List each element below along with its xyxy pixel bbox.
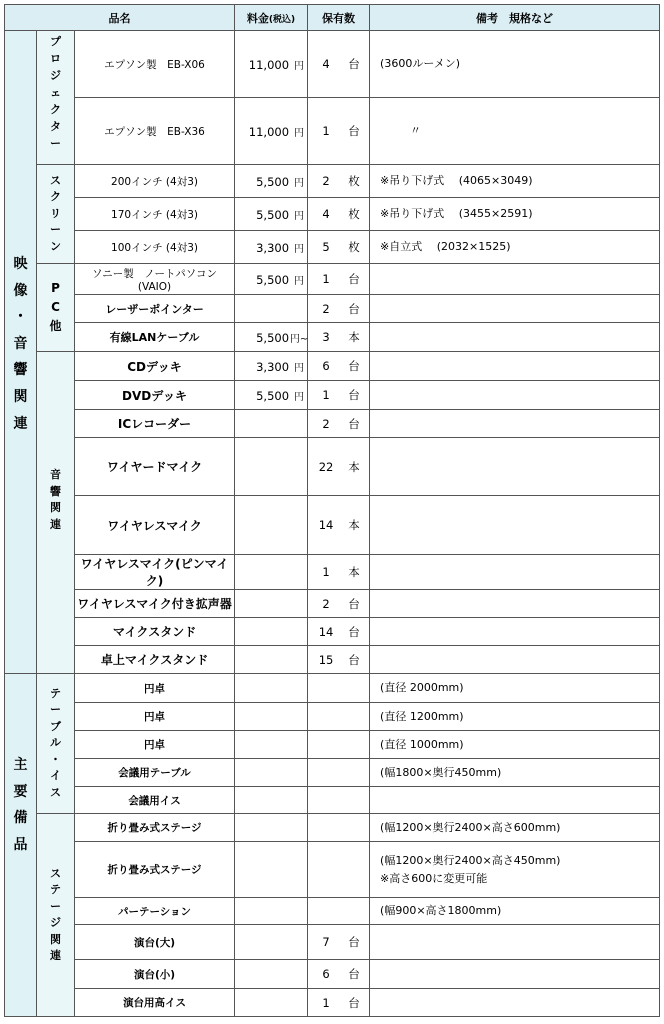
item-price: [235, 381, 308, 410]
item-note: [370, 787, 660, 814]
table-row: [5, 787, 660, 814]
item-name: DVDデッキ: [75, 381, 235, 410]
item-name: 折り畳み式ステージ: [75, 814, 235, 842]
item-price: [235, 496, 308, 555]
item-price: [235, 925, 308, 960]
item-note: [370, 381, 660, 410]
qty-unit: 台: [348, 596, 360, 611]
subcategory-table: [37, 674, 75, 814]
item-price: [235, 555, 308, 590]
qty-value: 1: [322, 272, 330, 286]
item-price: [235, 787, 308, 814]
qty-unit: 枚: [348, 174, 360, 188]
vertical-char: ブ: [50, 719, 61, 733]
item-name: 円卓: [75, 731, 235, 759]
note-text: (幅1200×奥行2400×高さ450mm): [380, 853, 561, 867]
vertical-char: イ: [50, 769, 61, 783]
price-value: 5,500: [256, 174, 290, 189]
table-row: [5, 646, 660, 674]
table-row: [5, 703, 660, 731]
item-qty: [308, 731, 370, 759]
subcategory-screen: [37, 165, 75, 264]
vertical-char: 主: [13, 757, 28, 773]
item-qty: [308, 323, 370, 352]
item-price: [235, 814, 308, 842]
item-name: 折り畳み式ステージ: [75, 842, 235, 898]
note-text: (3600ルーメン): [380, 57, 461, 71]
item-note: [370, 198, 660, 231]
note-text: ※自立式 (2032×1525): [380, 240, 511, 254]
vertical-char: ェ: [50, 86, 61, 100]
item-name: レーザーポインター: [75, 295, 235, 323]
vertical-char: ス: [50, 866, 61, 880]
item-qty: [308, 842, 370, 898]
price-unit: 円: [294, 275, 305, 287]
category-av: [5, 31, 37, 674]
qty-unit: 台: [348, 652, 360, 667]
item-name: エプソン製 EB-X36: [75, 98, 235, 165]
qty-value: 14: [318, 518, 334, 532]
vertical-char: C: [51, 299, 60, 314]
note-text-2: ※高さ600に変更可能: [380, 871, 488, 885]
item-price: [235, 590, 308, 618]
qty-value: 4: [322, 57, 330, 71]
item-qty: [308, 787, 370, 814]
item-qty: [308, 618, 370, 646]
price-value: 5,500: [256, 388, 290, 403]
qty-unit: 本: [348, 518, 360, 532]
vertical-char: ロ: [50, 52, 61, 66]
vertical-char: ー: [50, 703, 61, 717]
table-row: [5, 989, 660, 1017]
qty-unit: 枚: [348, 207, 360, 221]
item-price: [235, 646, 308, 674]
qty-value: 1: [322, 124, 330, 138]
vertical-char: 関: [50, 501, 61, 514]
item-price: [235, 703, 308, 731]
item-price: [235, 98, 308, 165]
vertical-char: 関: [50, 932, 61, 946]
item-note: [370, 674, 660, 703]
qty-unit: 台: [348, 272, 360, 286]
item-note: [370, 898, 660, 925]
item-name: 100インチ (4対3): [75, 231, 235, 264]
vertical-char: 連: [13, 415, 28, 432]
price-unit: 円: [294, 243, 305, 255]
header-row: [5, 5, 660, 31]
item-price: [235, 842, 308, 898]
vertical-char: 音: [50, 468, 61, 481]
item-price: [235, 198, 308, 231]
item-qty: [308, 814, 370, 842]
item-price: [235, 618, 308, 646]
item-qty: [308, 264, 370, 295]
item-name: ワイヤードマイク: [75, 438, 235, 496]
price-unit: 円: [294, 391, 305, 403]
item-qty: [308, 925, 370, 960]
item-price: [235, 295, 308, 323]
vertical-char: P: [51, 280, 60, 295]
item-name: 会議用テーブル: [75, 759, 235, 787]
table-row: [5, 381, 660, 410]
item-name: 200インチ (4対3): [75, 165, 235, 198]
note-text: (幅1200×奥行2400×高さ600mm): [380, 820, 561, 834]
table-row: [5, 295, 660, 323]
item-name: 有線LANケーブル: [75, 323, 235, 352]
item-note: [370, 646, 660, 674]
category-main: [5, 674, 37, 1017]
price-value: 5,500: [256, 330, 290, 345]
item-name: ワイヤレスマイク付き拡声器: [75, 590, 235, 618]
vertical-char: 要: [13, 783, 28, 800]
item-qty: [308, 759, 370, 787]
subcategory-audio: [37, 352, 75, 674]
note-text: ※吊り下げ式 (3455×2591): [380, 207, 533, 221]
item-price: [235, 989, 308, 1017]
vertical-char: ・: [50, 752, 61, 766]
item-note: [370, 31, 660, 98]
item-name: 演台用高イス: [75, 989, 235, 1017]
subcategory-stage: [37, 814, 75, 1017]
item-name: 演台(小): [75, 960, 235, 989]
qty-unit: 台: [348, 301, 360, 316]
item-note: [370, 410, 660, 438]
table-row: [5, 842, 660, 898]
vertical-char: プ: [50, 35, 61, 48]
qty-value: 6: [322, 967, 330, 981]
qty-value: 3: [322, 330, 330, 344]
table-row: [5, 618, 660, 646]
vertical-char: 音: [13, 335, 28, 352]
item-qty: [308, 98, 370, 165]
price-value: 11,000: [248, 124, 290, 139]
price-unit: 円: [294, 210, 305, 222]
item-name: ワイヤレスマイク: [75, 496, 235, 555]
item-price: [235, 264, 308, 295]
vertical-char: 他: [49, 319, 62, 334]
table-row: [5, 165, 660, 198]
qty-unit: 本: [348, 565, 360, 579]
price-unit: 円~: [289, 333, 309, 345]
header-price: 料金(税込): [235, 5, 308, 31]
item-qty: [308, 165, 370, 198]
item-note: [370, 960, 660, 989]
vertical-char: リ: [50, 206, 61, 220]
item-price: [235, 674, 308, 703]
vertical-char: 品: [13, 836, 28, 853]
item-qty: [308, 295, 370, 323]
table-row: [5, 759, 660, 787]
table-row: [5, 410, 660, 438]
item-note: [370, 590, 660, 618]
qty-value: 5: [322, 240, 330, 254]
note-text: (直径 1000mm): [380, 737, 464, 751]
price-value: 5,500: [256, 207, 290, 222]
qty-value: 1: [322, 565, 330, 579]
item-price: [235, 898, 308, 925]
item-name: 170インチ (4対3): [75, 198, 235, 231]
table-row: [5, 31, 660, 98]
item-note: [370, 842, 660, 898]
item-price: [235, 165, 308, 198]
header-qty: 保有数: [308, 5, 370, 31]
item-note: [370, 231, 660, 264]
price-unit: 円: [294, 60, 305, 72]
table-row: [5, 264, 660, 295]
item-name: 演台(大): [75, 925, 235, 960]
qty-unit: 本: [348, 330, 360, 344]
item-note: [370, 295, 660, 323]
qty-unit: 台: [348, 967, 360, 981]
note-text: 〃: [410, 124, 422, 138]
item-note: [370, 352, 660, 381]
item-note: [370, 264, 660, 295]
vertical-char: 備: [13, 810, 28, 827]
item-qty: [308, 989, 370, 1017]
vertical-char: 連: [50, 517, 61, 531]
table-row: [5, 98, 660, 165]
subcategory-projector: [37, 31, 75, 165]
vertical-char: ー: [50, 137, 61, 151]
note-text: (幅1800×奥行450mm): [380, 765, 502, 779]
vertical-char: ジ: [50, 69, 61, 83]
item-name: 会議用イス: [75, 787, 235, 814]
item-price: [235, 960, 308, 989]
qty-unit: 枚: [348, 240, 360, 254]
item-note: [370, 555, 660, 590]
qty-value: 6: [322, 359, 330, 373]
table-row: [5, 674, 660, 703]
qty-unit: 台: [348, 57, 360, 71]
table-row: [5, 352, 660, 381]
item-note: [370, 165, 660, 198]
table-row: [5, 496, 660, 555]
table-row: [5, 898, 660, 925]
vertical-char: テ: [50, 883, 61, 896]
item-note: [370, 814, 660, 842]
qty-value: 2: [322, 596, 330, 611]
item-note: [370, 496, 660, 555]
item-qty: [308, 438, 370, 496]
qty-unit: 台: [348, 416, 360, 431]
qty-value: 4: [322, 207, 330, 221]
vertical-char: ー: [50, 899, 61, 913]
table-row: [5, 438, 660, 496]
item-note: [370, 925, 660, 960]
note-text: (直径 2000mm): [380, 681, 464, 695]
item-qty: [308, 496, 370, 555]
vertical-char: ン: [50, 239, 61, 253]
table-row: [5, 731, 660, 759]
header-notes: 備考 規格など: [370, 5, 660, 31]
item-qty: [308, 960, 370, 989]
qty-value: 2: [322, 174, 330, 188]
item-price: [235, 31, 308, 98]
vertical-char: 映: [13, 256, 28, 272]
vertical-char: ク: [50, 190, 61, 204]
item-price: [235, 231, 308, 264]
qty-unit: 台: [348, 359, 360, 373]
item-qty: [308, 898, 370, 925]
item-qty: [308, 555, 370, 590]
table-row: [5, 231, 660, 264]
table-row: [5, 960, 660, 989]
item-note: [370, 98, 660, 165]
vertical-char: 響: [13, 362, 28, 379]
price-unit: 円: [294, 362, 305, 374]
vertical-char: ス: [50, 785, 61, 799]
vertical-char: ス: [50, 173, 61, 187]
qty-value: 22: [318, 459, 334, 474]
table-row: [5, 925, 660, 960]
item-note: [370, 323, 660, 352]
vertical-char: 連: [50, 949, 61, 962]
vertical-char: 像: [13, 282, 28, 299]
qty-value: 2: [322, 301, 330, 316]
vertical-char: ・: [13, 309, 28, 326]
item-name: ソニー製 ノートパソコン (VAIO): [75, 264, 235, 295]
item-qty: [308, 381, 370, 410]
vertical-char: タ: [50, 120, 61, 134]
table-row: [5, 590, 660, 618]
price-value: 3,300: [256, 240, 290, 255]
qty-unit: 台: [348, 388, 360, 402]
table-row: [5, 323, 660, 352]
item-price: [235, 323, 308, 352]
item-qty: [308, 31, 370, 98]
item-note: [370, 438, 660, 496]
item-qty: [308, 674, 370, 703]
item-qty: [308, 590, 370, 618]
qty-value: 7: [322, 935, 330, 949]
item-qty: [308, 352, 370, 381]
qty-value: 1: [322, 388, 330, 402]
qty-unit: 台: [348, 935, 360, 949]
item-price: [235, 731, 308, 759]
qty-value: 14: [318, 624, 334, 639]
qty-unit: 台: [348, 124, 360, 138]
item-note: [370, 731, 660, 759]
item-price: [235, 410, 308, 438]
vertical-char: 響: [50, 484, 61, 498]
item-price: [235, 352, 308, 381]
table-row: [5, 555, 660, 590]
vertical-char: ル: [50, 736, 61, 750]
subcategory-pc: [37, 264, 75, 352]
qty-value: 15: [318, 652, 334, 667]
item-name: パーテーション: [75, 898, 235, 925]
price-value: 3,300: [256, 359, 290, 374]
qty-value: 2: [322, 416, 330, 431]
item-qty: [308, 198, 370, 231]
item-name: ワイヤレスマイク(ピンマイク): [75, 555, 235, 590]
item-note: [370, 618, 660, 646]
item-name: 卓上マイクスタンド: [75, 646, 235, 674]
item-price: [235, 438, 308, 496]
vertical-char: ー: [50, 223, 61, 237]
item-note: [370, 989, 660, 1017]
item-name: 円卓: [75, 674, 235, 703]
qty-unit: 台: [348, 995, 360, 1010]
item-name: CDデッキ: [75, 352, 235, 381]
item-name: エプソン製 EB-X06: [75, 31, 235, 98]
price-unit: 円: [294, 177, 305, 189]
price-value: 5,500: [256, 272, 290, 287]
item-price: [235, 759, 308, 787]
vertical-char: ク: [50, 103, 61, 117]
table-row: [5, 198, 660, 231]
vertical-char: テ: [50, 686, 61, 700]
item-note: [370, 759, 660, 787]
item-qty: [308, 703, 370, 731]
header-name: 品名: [5, 5, 235, 31]
qty-value: 1: [322, 995, 330, 1010]
item-qty: [308, 231, 370, 264]
item-name: マイクスタンド: [75, 618, 235, 646]
vertical-char: 関: [13, 388, 28, 405]
vertical-char: ジ: [50, 916, 61, 929]
table-row: [5, 814, 660, 842]
item-name: ICレコーダー: [75, 410, 235, 438]
price-unit: 円: [294, 127, 305, 139]
equipment-table: [4, 4, 660, 1017]
item-qty: [308, 646, 370, 674]
price-value: 11,000: [248, 57, 290, 72]
item-name: 円卓: [75, 703, 235, 731]
note-text: (幅900×高さ1800mm): [380, 904, 502, 918]
note-text: (直径 1200mm): [380, 709, 464, 723]
item-note: [370, 703, 660, 731]
item-qty: [308, 410, 370, 438]
qty-unit: 本: [348, 459, 360, 474]
qty-unit: 台: [348, 624, 360, 639]
note-text: ※吊り下げ式 (4065×3049): [380, 174, 533, 188]
